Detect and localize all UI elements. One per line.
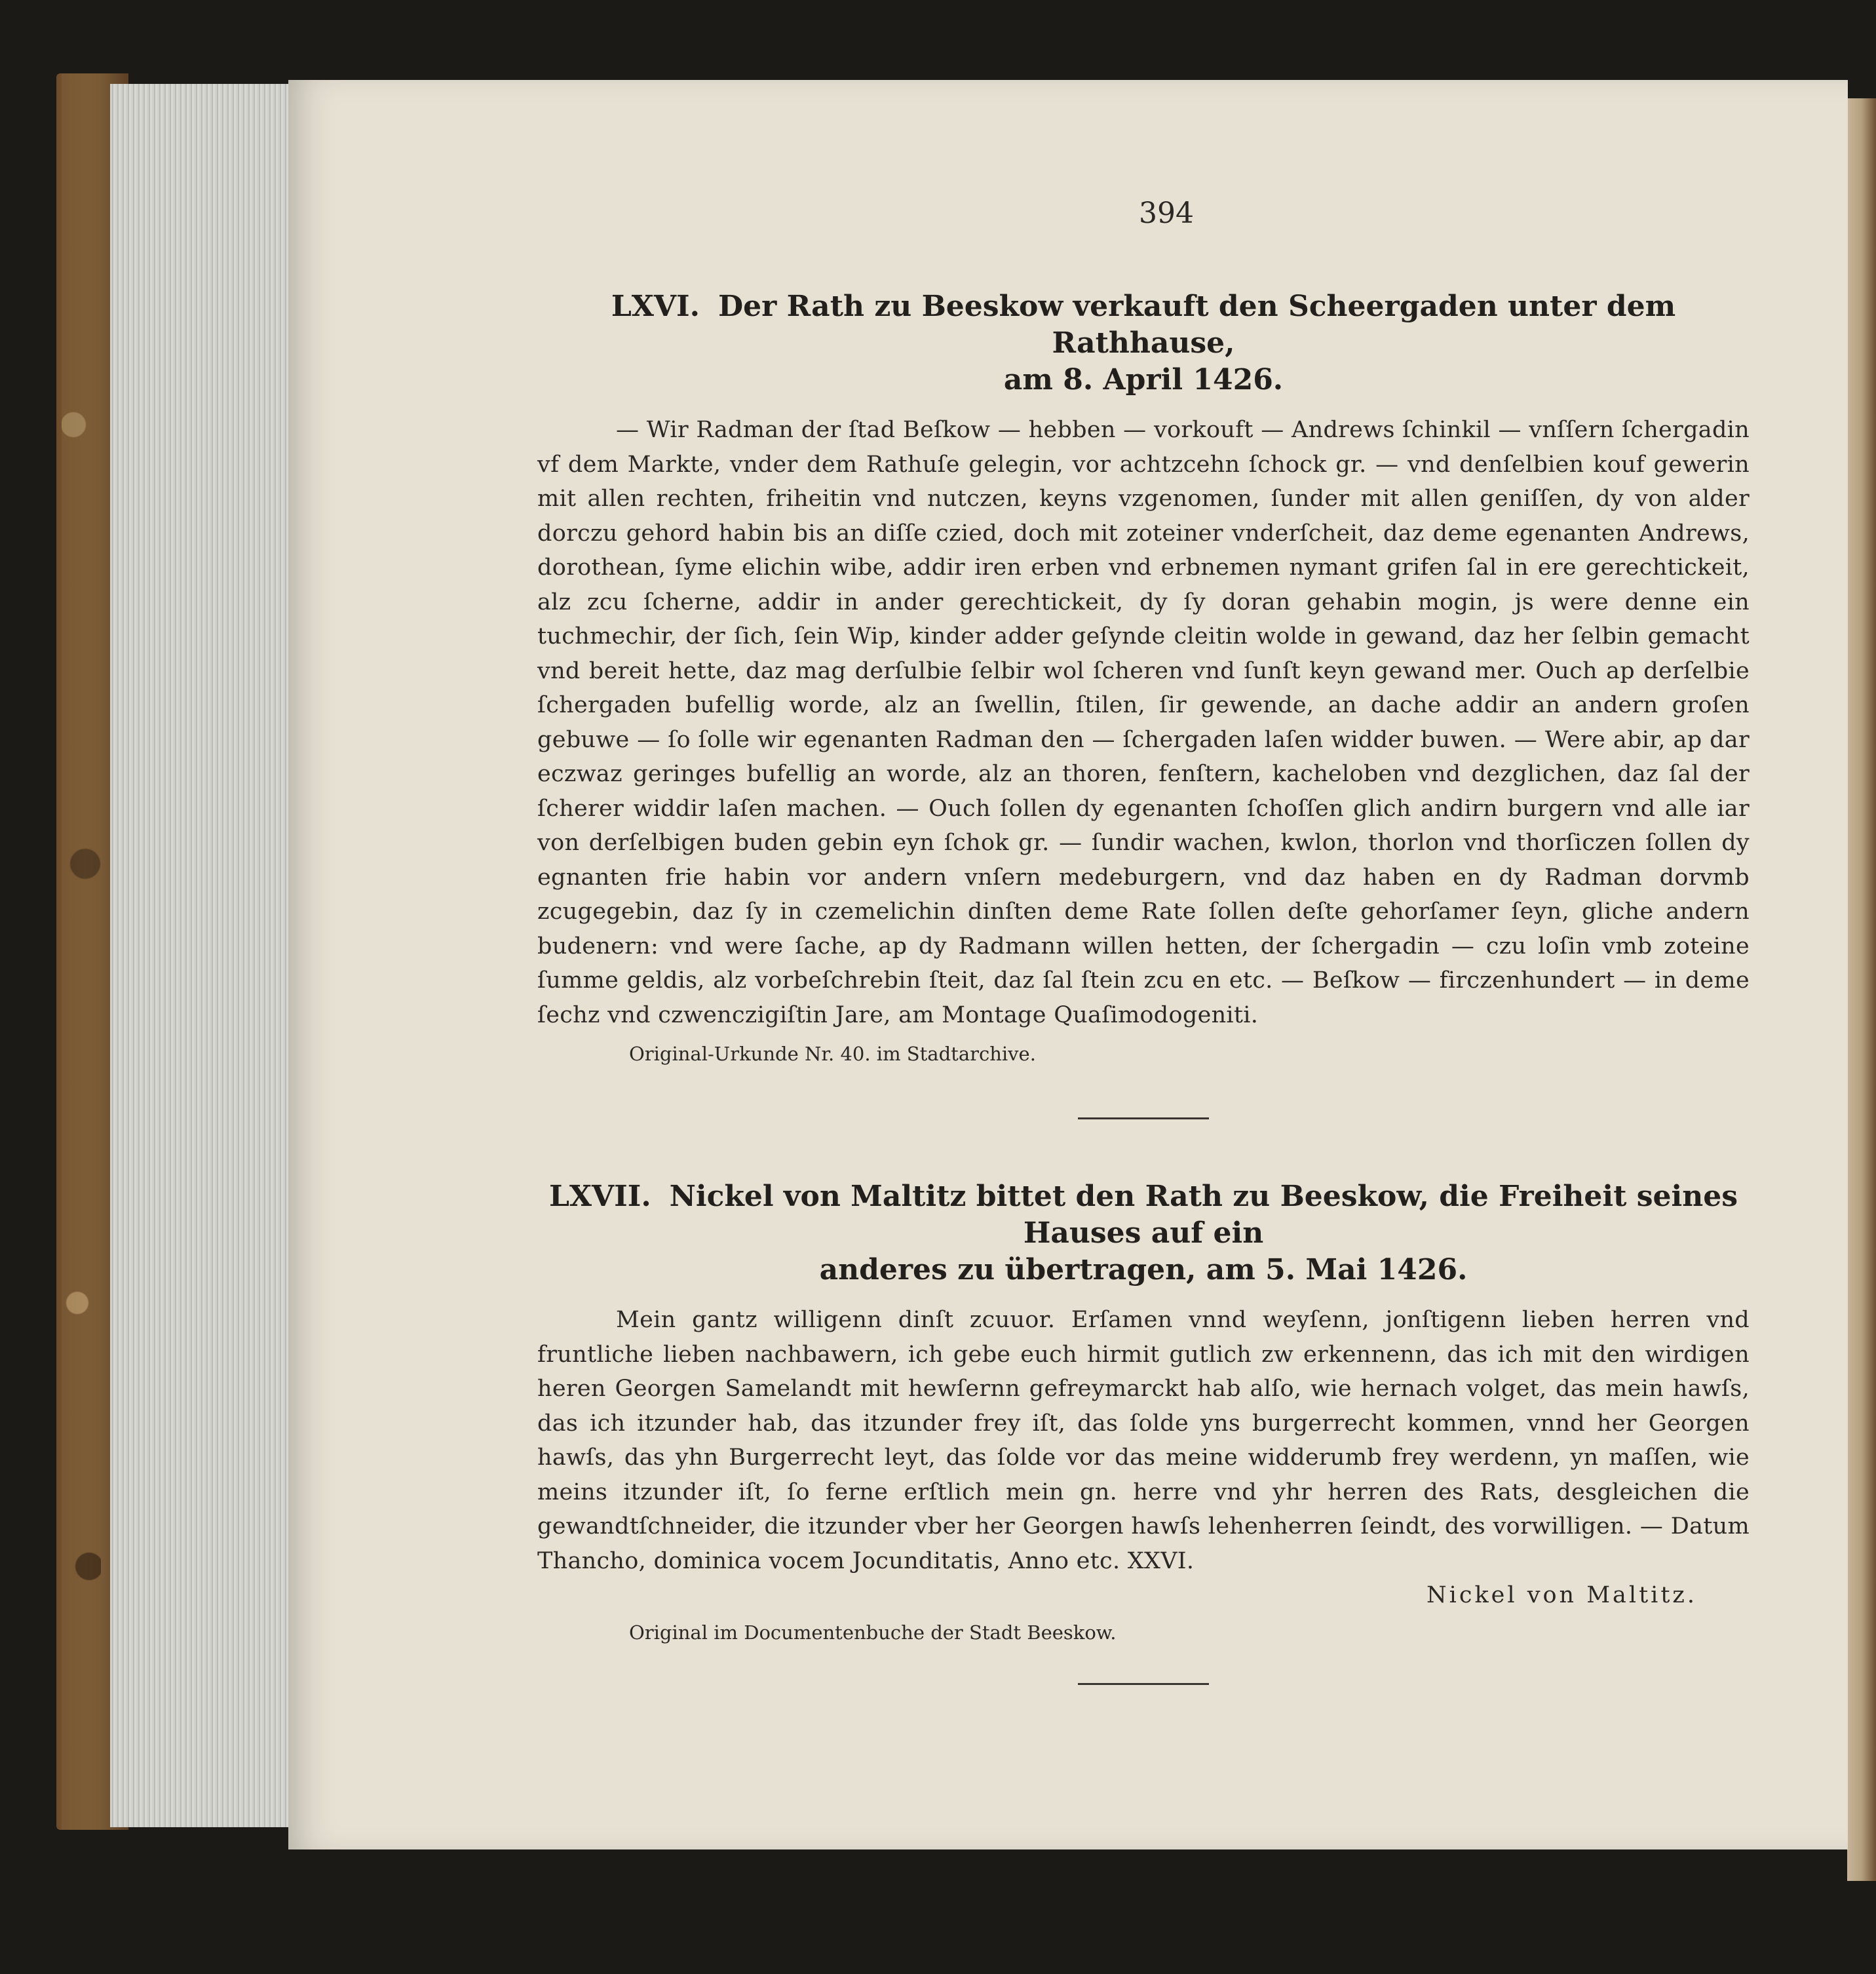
section-body-text: Mein gantz willigenn dinſt zcuuor. Erſamen vnnd weyſenn, jonſtigenn lieben herren vnd fruntliche lieben nachbawern, ich gebe euch hirmit gutlich zw erkennenn, das ich mit den wirdigen heren Georgen Samelandt mit hewſernn gefreymarckt hab alſo, wie hernach volget, das mein hawſs, das ich itzunder hab, das itzunder frey iſt, das ſolde yns burgerrecht kommen, vnnd her Georgen hawſs, das yhn Burgerrecht leyt, das ſolde vor das meine widderumb frey werdenn, yn maſſen, wie meins itzunder iſt, ſo ferne erſtlich mein gn. herre vnd yhr herren des Rats, desgleichen die gewandtſchneider, die itzunder vber her Georgen hawſs lehenherren ſeindt, des vorwilligen. — Datum Thancho, dominica vocem Jocunditatis, Anno etc. XXVI.: [537, 1307, 1750, 1574]
signature: Nickel von Maltitz.: [1426, 1582, 1697, 1608]
section-title-line2: anderes zu übertragen, am 5. Mai 1426.: [819, 1253, 1468, 1287]
section-body-text: — Wir Radman der ſtad Beſkow — hebben — vorkouft — Andrews ſchinkil — vnſſern ſchergadin vf dem Markte, vnder dem Rathuſe gelegin, vor achtzcehn ſchock gr. — vnd denſelbien kouf gewerin mit allen rechten, friheitin vnd nutczen, keyns vzgenomen, ſunder mit allen geniſſen, dy von alder dorczu gehord habin bis an diſſe czied, doch mit zoteiner vnderſcheit, daz deme egenanten Andrews, dorothean, ſyme elichin wibe, addir iren erben vnd erbnemen nymant grifen ſal in ere gerechtickeit, alz zcu ſcherne, addir in ander gerechtickeit, dy ſy doran gehabin mogin, js were denne ein tuchmechir, der ſich, ſein Wip, kinder adder geſynde cleitin wolde in gewand, daz her ſelbin gemacht vnd bereit hette, daz mag derſulbie ſelbir wol ſcheren vnd ſunſt keyn gewand mer. Ouch ap derſelbie ſchergaden bufellig worde, alz an ſwellin, ſtilen, ſir gewende, an dache addir an andern groſen gebuwe — ſo ſolle wir egenanten Radman den — ſchergaden laſen widder buwen. — Were abir, ap dar eczwaz geringes bufellig an worde, alz an thoren, fenſtern, kacheloben vnd dezglichen, daz ſal der ſcherer widdir laſen machen. — Ouch ſollen dy egenanten ſchoſſen glich andirn burgern vnd alle iar von derſelbigen buden gebin eyn ſchok gr. — ſundir wachen, kwlon, thorlon vnd thorſiczen ſollen dy egnanten frie habin vor andern vnſern medeburgern, vnd daz haben en dy Radman dorvmb zcugegebin, daz ſy in czemelichin dinſten deme Rate ſollen deſte gehorſamer ſeyn, gliche andern budenern: vnd were ſache, ap dy Radmann willen hetten, der ſchergadin — czu loſin vmb zoteine ſumme geldis, alz vorbeſchrebin ſteit, daz ſal ſtein zcu en etc. — Beſkow — firczenhundert — in deme ſechz vnd czwenczigiſtin Jare, am Montage Quaſimodogeniti.: [537, 417, 1750, 1028]
section-divider: [1078, 1117, 1209, 1119]
marbled-cover-pattern: [62, 73, 101, 1830]
section-title-line2: am 8. April 1426.: [1003, 363, 1284, 397]
section-heading: [537, 1178, 1750, 1252]
page-number: 394: [1139, 197, 1194, 230]
section-source: Original-Urkunde Nr. 40. im Stadtarchive.: [629, 1043, 1036, 1065]
section-number: LXVI.: [611, 290, 700, 323]
book-cover-right: [1847, 98, 1876, 1881]
section-heading: [537, 288, 1750, 362]
section-title-line1: Nickel von Maltitz bittet den Rath zu Beeskow, die Freiheit seines Hauses auf ein: [669, 1180, 1738, 1250]
section-body: [537, 1303, 1750, 1578]
section-lxvi: [537, 288, 1750, 1119]
section-source: Original im Documentenbuche der Stadt Beeskow.: [629, 1621, 1117, 1644]
section-number: LXVII.: [548, 1180, 651, 1213]
section-divider: [1078, 1683, 1209, 1685]
section-lxvii: [537, 1178, 1750, 1685]
section-title-line1: Der Rath zu Beeskow verkauft den Scheergaden unter dem Rathhause,: [718, 290, 1676, 360]
section-body: [537, 413, 1750, 1032]
page-edges: [110, 84, 294, 1827]
page-content: [537, 190, 1750, 1685]
